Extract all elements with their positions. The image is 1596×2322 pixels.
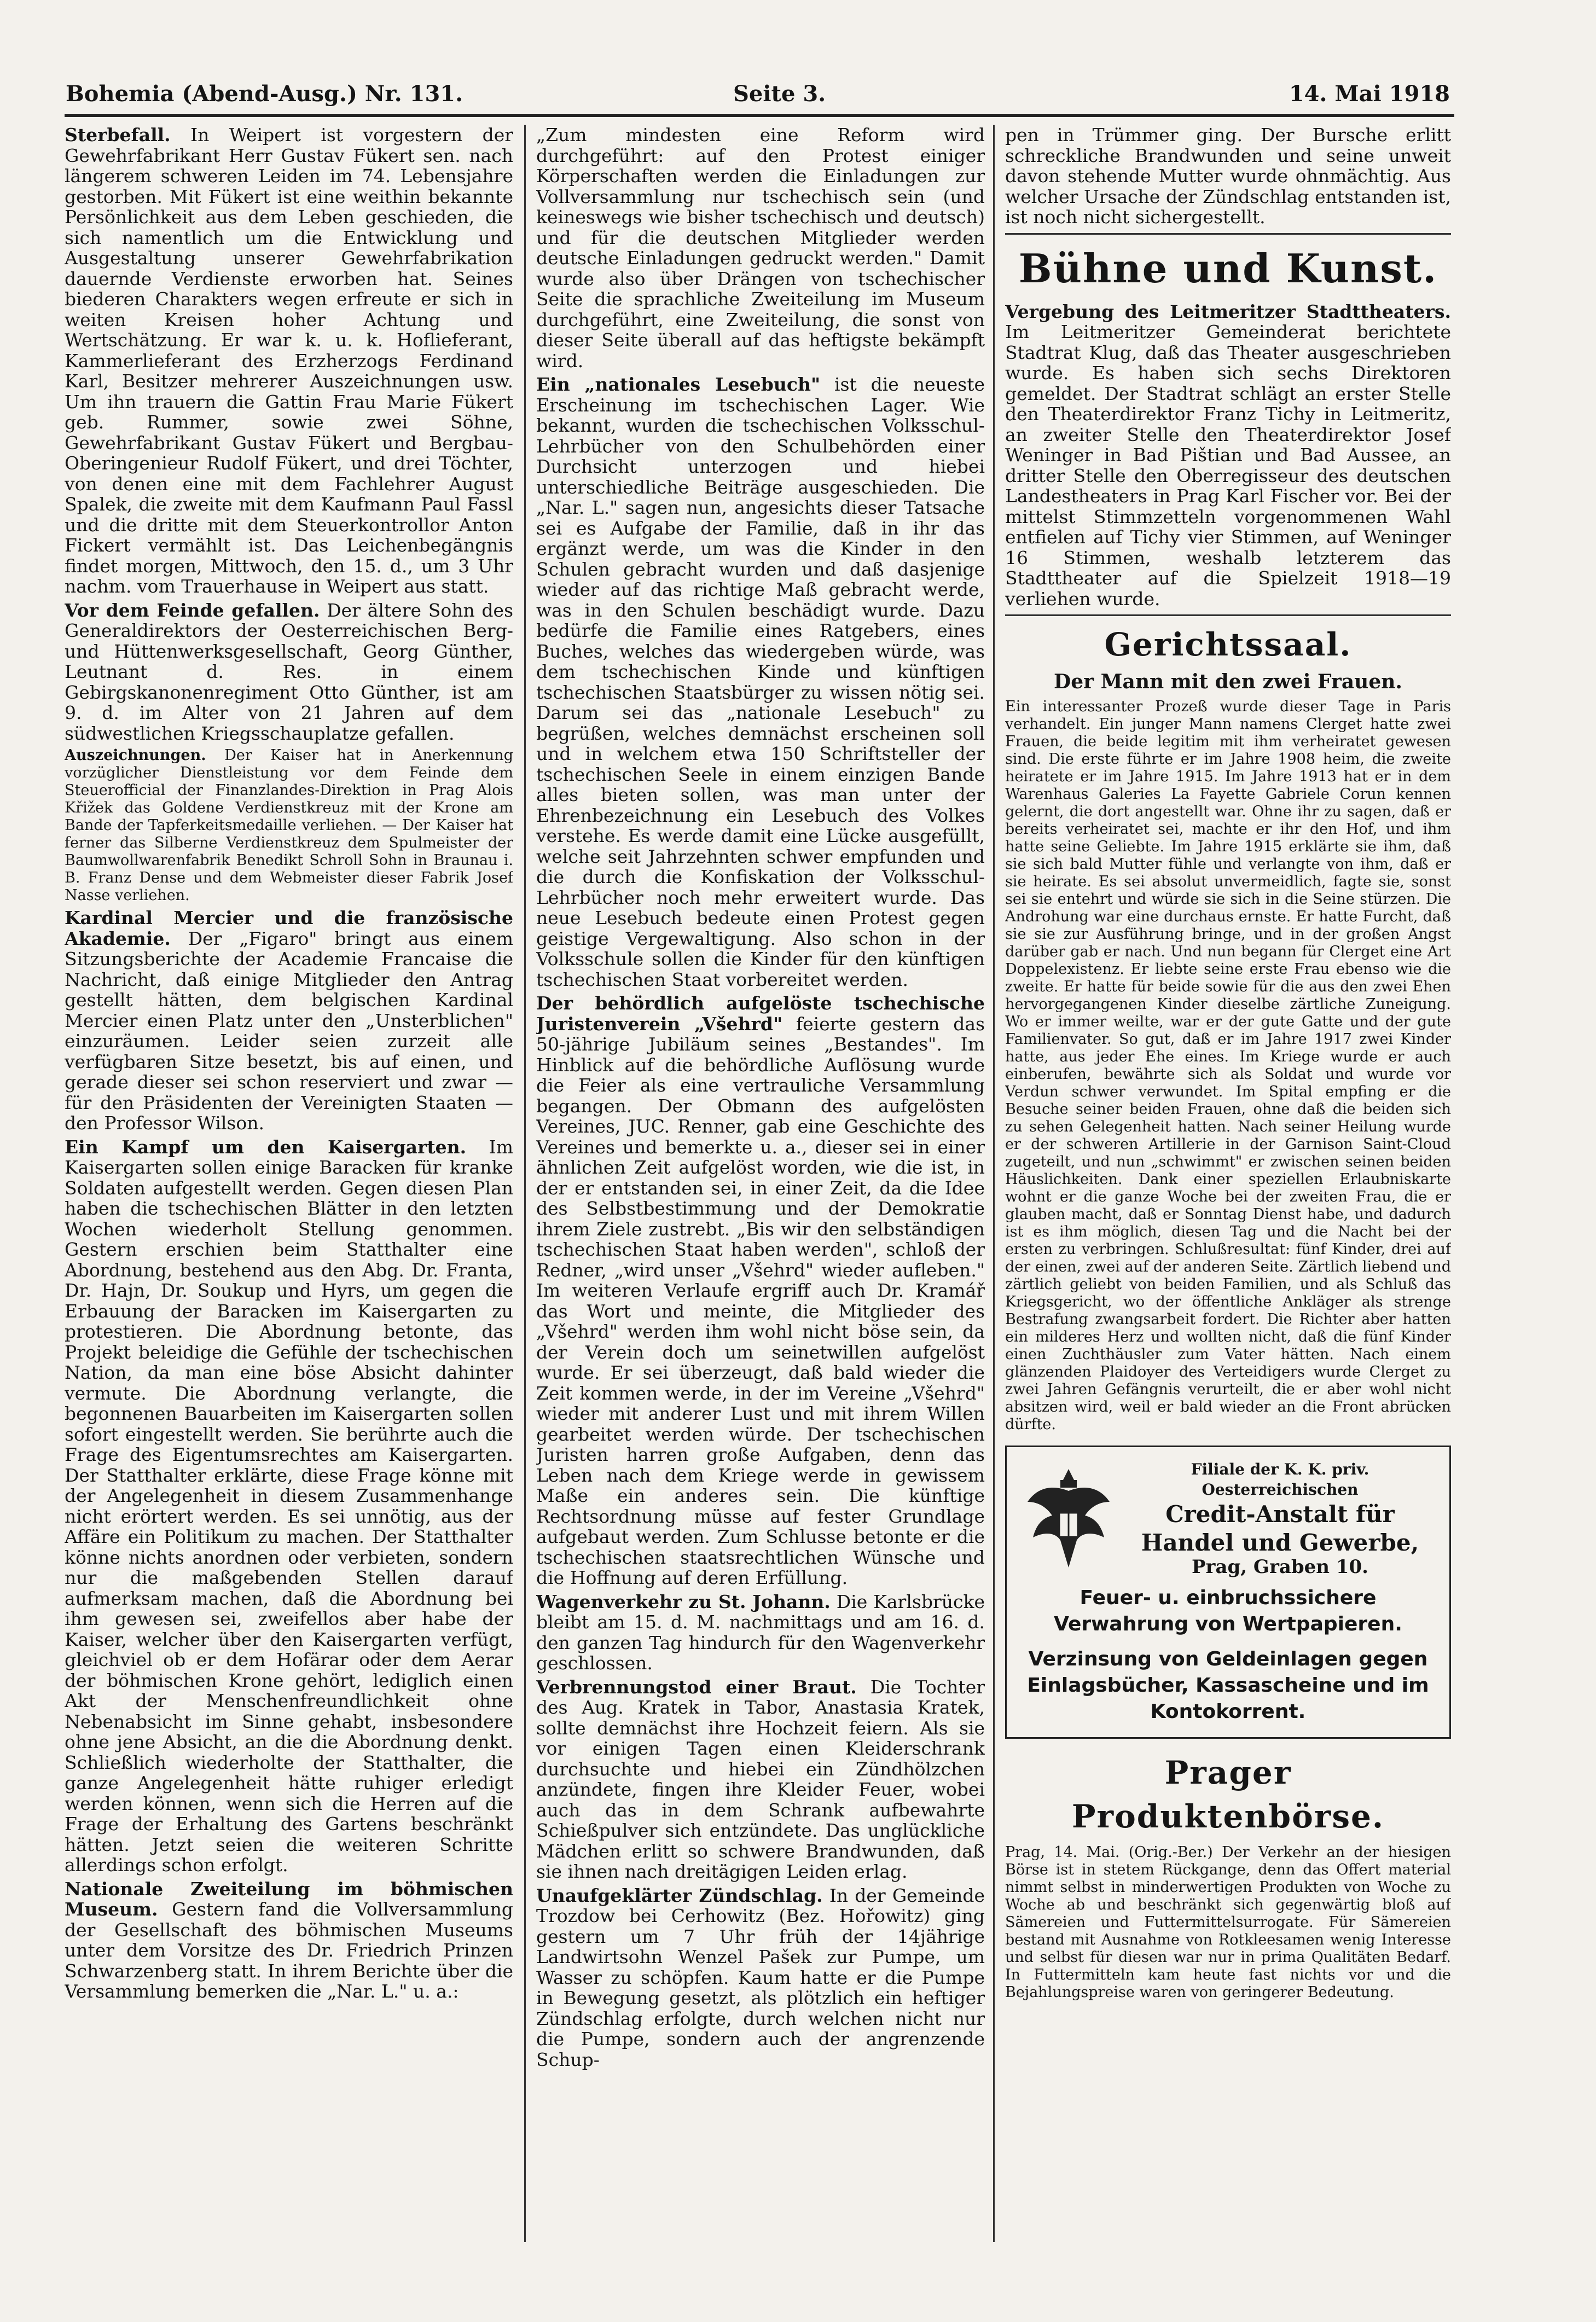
article	[536, 1677, 985, 1882]
article	[65, 747, 513, 904]
article-body: „Zum mindesten eine Reform wird durchgeführt: auf den Protest einiger Körperschaften werden die Einladungen zur Vollversammlung nur tschechisch sein (und keineswegs wie bisher tschechisch und deutsch) und für die deutschen Mitglieder werden deutsche Einladungen gedruckt werden." Damit wurde also über Drängen von tschechischer Seite die sprachliche Zweiteilung im Museum durchgeführt, eine Zweiteilung, die sonst von dieser Seite überall auf das heftigste bekämpft wird.	[536, 125, 985, 371]
ad-bank-branch: Filiale der K. K. priv. Oesterreichischen	[1191, 1460, 1369, 1499]
column-rule	[993, 125, 995, 2242]
ad-service-safekeeping: Feuer- u. einbruchssichere Verwahrung von Wertpapieren.	[1054, 1587, 1402, 1635]
article-body: ist die neueste Erscheinung im tschechischen Lager. Wie bekannt, wurden die tschechischen Volksschul-Lehrbücher von den Schulbehörden einer Durchsicht unterzogen und hiebei unterschiedliche Beiträge ausgeschieden. Die „Nar. L." sagen nun, angesichts dieser Tatsache sei es Aufgabe der Familie, daß in ihr das ergänzt werde, um was die Kinder in den Schulen gebracht wurden und daß dasjenige wieder auf das richtige Maß gebracht werde, was in den Schulen beschädigt wurde. Dazu bedürfe die Familie eines Ratgebers, eines Buches, welches das wiedergeben würde, was dem tschechischen Kinde und künftigen tschechischen Staatsbürger zu wissen nötig sei. Darum sei das „nationale Lesebuch" zu begrüßen, welches demnächst erscheinen soll und in welchem etwa 150 Schriftsteller der tschechischen Seele in einem einzigen Bande alles bieten sollen, was man unter der Ehrenbezeichnung ein Lesebuch des Volkes verstehe. Es werde damit eine Lücke ausgefüllt, welche seit Jahrzehnten schwer empfunden und die durch die Konfiskation der Volksschul-Lehrbücher noch mehr erweitert wurde. Das neue Lesebuch bedeute einen Protest gegen geistige Vergewaltigung. Also schon in der Volksschule sollen die Kinder für den künftigen tschechischen Staat vorbereitet werden.	[536, 374, 985, 990]
section-heading-gerichtssaal: Gerichtssaal.	[1104, 626, 1352, 663]
article-headline: Ein „nationales Lesebuch"	[536, 374, 821, 395]
column-2	[536, 125, 985, 2259]
masthead-paper-issue: Bohemia (Abend-Ausg.) Nr. 131.	[66, 81, 463, 107]
article-headline: Auszeichnungen.	[65, 747, 206, 764]
article-body: Im Kaisergarten sollen einige Baracken für kranke Soldaten aufgestellt werden. Gegen diesen Plan haben die tschechischen Blätter in den letzten Wochen wiederholt Stellung genommen. Gestern erschien beim Statthalter eine Abordnung, bestehend aus den Abg. Dr. Franta, Dr. Hajn, Dr. Soukup und Hyrs, um gegen die Erbauung der Baracken im Kaisergarten zu protestieren. Die Abordnung betonte, das Projekt beleidige die Gefühle der tschechischen Nation, da man eine böse Absicht dahinter vermute. Die Abordnung verlangte, die begonnenen Bauarbeiten im Kaisergarten sollen sofort eingestellt werden. Sie berührte auch die Frage des Eigentumsrechtes am Kaisergarten. Der Statthalter erklärte, diese Frage könne mit der Angelegenheit in diesem Zusammenhange nicht erörtert werden. Es sei unnötig, aus der Affäre ein Politikum zu machen. Der Statthalter könne nichts anordnen oder verbieten, sondern nur die maßgebenden Stellen darauf aufmerksam machen, daß die Abordnung bei ihm gewesen sei, zweifellos aber habe der Kaiser, welcher über den Kaisergarten verfügt, gleichviel ob er dem Hofärar oder dem Aerar der böhmischen Krone gehört, lediglich einen Akt der Menschenfreundlichkeit ohne Nebenabsicht im Sinne gehabt, insbesondere ohne jene Absicht, an die die Abordnung denkt. Schließlich wiederholte der Statthalter, die ganze Angelegenheit hätte ruhiger erledigt werden können, wenn sich die Herren auf die Frage der Erhaltung des Gartens beschränkt hätten. Jetzt seien die weiteren Schritte allerdings schon erfolgt.	[65, 1136, 513, 1876]
article-body: Ein interessanter Prozeß wurde dieser Tage in Paris verhandelt. Ein junger Mann namens Clerget hatte zwei Frauen, die beide legitim mit ihm verheiratet gewesen sind. Die erste führte er im Jahre 1908 heim, die zweite heiratete er im Jahre 1915. Im Jahre 1913 hat er in dem Warenhaus Galeries La Fayette Gabriele Corun kennen gelernt, die dort angestellt war. Ohne ihr zu sagen, daß er bereits verheiratet sei, machte er ihr den Hof, und ihm hatte seine Geliebte. Im Jahre 1915 erklärte sie ihm, daß sie sich bald Mutter fühle und verlangte von ihm, daß er sie heirate. Es sei absolut unvermeidlich, fagte sie, sonst sei sie entehrt und würde sie sich in die Seine stürzen. Die Androhung war eine durchaus ernste. Er hatte Furcht, daß sie sie zur Ausführung bringe, und in der großen Angst darüber gab er nach. Und nun begann für Clerget eine Art Doppelexistenz. Er liebte seine erste Frau ebenso wie die zweite. Er hatte für beide sowie für die aus den zwei Ehen hervorgegangenen Kinder dieselbe zärtliche Zuneigung. Wo er immer weilte, war er der gute Gatte und der gute Familienvater. So gut, daß er im Jahre 1917 zwei Kinder hatte, aus jeder Ehe eines. Im Kriege wurde er auch einberufen, bewährte sich als Soldat und wurde vor Verdun schwer verwundet. Im Spital empfing er die Besuche seiner beiden Frauen, ohne daß die beiden sich zu sehen Gelegenheit hatten. Nach seiner Heilung wurde er der schweren Artillerie in der Garnison Saint-Cloud zugeteilt, und nun „schwimmt" er zwischen seinen beiden Häuslichkeiten. Dank einer speziellen Erlaubniskarte wohnt er die ganze Woche bei der zweiten Frau, die er glauben macht, daß er Sonntag Dienst habe, und dadurch ist es ihm möglich, diesen Tag und die Nacht bei der ersten zu verbringen. Schlußresultat: fünf Kinder, drei auf der einen, zwei auf der anderen Seite. Zärtlich liebend und zärtlich geliebt von beiden Familien, und als Schluß das Kriegsgericht, wo der öffentliche Ankläger als strenge Bestrafung zwangsarbeit fordert. Die Richter aber hatten ein milderes Herz und wollten nicht, daß die fünf Kinder einen Zuchthäusler zum Vater hätten. Nach einem glänzenden Plaidoyer des Verteidigers wurde Clerget zu zwei Jahren Gefängnis verurteilt, die er aber wohl nicht absitzen wird, weil er bald wieder an die Front abrücken dürfte.	[1005, 698, 1451, 1433]
article-body: Die Tochter des Aug. Kratek in Tabor, Anastasia Kratek, sollte demnächst ihre Hochzeit feiern. Als sie vor einigen Tagen einen Kleiderschrank durchsuchte und hiebei ein Zündhölzchen anzündete, fingen ihre Kleider Feuer, wobei auch das in dem Schrank aufbewahrte Schießpulver sich entzündete. Das unglückliche Mädchen erlitt so schwere Brandwunden, daß sie ihnen nach dreitägigen Leiden erlag.	[536, 1676, 985, 1882]
ad-service-interest: Verzinsung von Geldeinlagen gegen Einlagsbücher, Kassascheine und im Kontokorrent.	[1027, 1648, 1429, 1723]
article	[1005, 301, 1451, 609]
section-divider	[1005, 233, 1451, 235]
article	[65, 1879, 513, 2002]
section-heading-produktenboerse: Prager Produktenbörse.	[1071, 1754, 1385, 1835]
masthead-date: 14. Mai 1918	[1289, 81, 1450, 107]
article-headline: Vor dem Feinde gefallen.	[65, 599, 320, 621]
article-headline: Unaufgeklärter Zündschlag.	[536, 1884, 823, 1906]
article	[65, 125, 513, 597]
ad-bank-address: Prag, Graben 10.	[1191, 1555, 1369, 1578]
article	[536, 125, 985, 371]
article-headline: Wagenverkehr zu St. Johann.	[536, 1590, 831, 1612]
column-rule	[524, 125, 526, 2242]
article-body: Der Kaiser hat in Anerkennung vorzüglicher Dienstleistung vor dem Feinde dem Steuerofficial der Finanzlandes-Direktion in Prag Alois Křižek das Goldene Verdienstkreuz mit der Krone am Bande der Tapferkeitsmedaille verliehen. — Der Kaiser hat ferner das Silberne Verdienstkreuz dem Spulmeister der Baumwollwarenfabrik Benedikt Schroll Sohn in Braunau i. B. Franz Dense und dem Webmeister dieser Fabrik Josef Nasse verliehen.	[65, 747, 513, 904]
article-headline: Der behördlich aufgelöste tschechische Juristenverein „Všehrd"	[536, 992, 985, 1035]
article-headline: Sterbefall.	[65, 125, 171, 146]
article-headline: Vergebung des Leitmeritzer Stadttheaters.	[1005, 300, 1451, 322]
section-heading-buehne: Bühne und Kunst.	[1018, 245, 1438, 292]
masthead	[66, 81, 1450, 114]
double-eagle-emblem-icon	[1022, 1464, 1115, 1573]
ad-bank-name: Credit-Anstalt für Handel und Gewerbe,	[1141, 1500, 1419, 1556]
article-body: In Weipert ist vorgestern der Gewehrfabrikant Herr Gustav Fükert sen. nach längerem schweren Leiden im 74. Lebensjahre gestorben. Mit Fükert ist eine weithin bekannte Persönlichkeit aus dem Leben geschieden, die sich namentlich um die Entwicklung und Ausgestaltung unserer Gewehrfabrikation dauernde Verdienste erworben hat. Seines biederen Charakters wegen erfreute er sich in weiten Kreisen hoher Achtung und Wertschätzung. Er war k. u. k. Hoflieferant, Kammerlieferant des Erzherzogs Ferdinand Karl, Besitzer mehrerer Auszeichnungen usw. Um ihn trauern die Gattin Frau Marie Fükert geb. Rummer, sowie zwei Söhne, Gewehrfabrikant Gustav Fükert und Bergbau-Oberingenieur Rudolf Fükert, und drei Töchter, von denen eine mit dem Fachlehrer August Spalek, die zweite mit dem Kaufmann Paul Fassl und die dritte mit dem Steuerkontrollor Anton Fickert vermählt ist. Das Leichenbegängnis findet morgen, Mittwoch, den 15. d., um 3 Uhr nachm. vom Trauerhause in Weipert aus statt.	[65, 125, 513, 597]
article	[536, 1592, 985, 1674]
article-headline: Nationale Zweiteilung im böhmischen Museum.	[65, 1878, 513, 1920]
masthead-rule	[65, 114, 1454, 117]
article-body: feierte gestern das 50-jährige Jubiläum seines „Bestandes". Im Hinblick auf die behördliche Auflösung wurde die Feier als eine vertrauliche Versammlung begangen. Der Obmann des aufgelösten Vereines, JUC. Renner, gab eine Geschichte des Vereines und bemerkte u. a., dieser sei in einer ähnlichen Zeit aufgelöst worden, wie die ist, in der er entstanden sei, in einer Zeit, da die Idee des Selbstbestimmung und der Demokratie ihrem Ziele zustrebt. „Bis wir den selbständigen tschechischen Staat haben werden", schloß der Redner, „wird unser „Všehrd" wieder aufleben." Im weiteren Verlaufe ergriff auch Dr. Kramář das Wort und meinte, die Mitglieder des „Všehrd" werden ihm wohl nicht böse sein, da der Verein doch um seinetwillen aufgelöst wurde. Er sei überzeugt, daß bald wieder die Zeit kommen werde, in der im Vereine „Všehrd" wieder mit anderer Lust und mit ihrem Willen gearbeitet werden würde. Der tschechischen Juristen harren große Aufgaben, denn das Leben nach dem Kriege werde in gewissem Maße ein anderes sein. Die künftige Rechtsordnung müsse auf fester Grundlage aufgebaut werden. Zum Schlusse betonte er die tschechischen staatsrechtlichen Wünsche und die Hoffnung auf deren Erfüllung.	[536, 1013, 985, 1588]
article	[65, 600, 513, 744]
article	[536, 374, 985, 990]
article-body: Gestern fand die Vollversammlung der Gesellschaft des böhmischen Museums unter dem Vorsitze des Dr. Friedrich Prinzen Schwarzenberg statt. In ihrem Berichte über die Versammlung bemerken die „Nar. L." u. a.:	[65, 1899, 513, 2002]
article-headline: Ein Kampf um den Kaisergarten.	[65, 1136, 467, 1158]
article-headline: Kardinal Mercier und die französische Akademie.	[65, 907, 513, 949]
article	[65, 908, 513, 1134]
article-body: Die Karlsbrücke bleibt am 15. d. M. nachmittags und am 16. d. den ganzen Tag hindurch für den Wagenverkehr geschlossen.	[536, 1590, 985, 1674]
article-body: Der ältere Sohn des Generaldirektors der Oesterreichischen Berg- und Hüttenwerksgesellschaft, Georg Günther, Leutnant d. Res. in einem Gebirgskanonenregiment Otto Günther, ist am 9. d. im Alter von 21 Jahren auf dem südwestlichen Kriegsschauplatze gefallen.	[65, 599, 513, 744]
article	[536, 1885, 985, 2070]
article-headline: Verbrennungstod einer Braut.	[536, 1676, 857, 1698]
article-body: Der „Figaro" bringt aus einem Sitzungsberichte der Academie Francaise die Nachricht, daß einige Mitglieder den Antrag gestellt hätten, dem belgischen Kardinal Mercier einen Platz unter den „Unsterblichen" einzuräumen. Leider seien zurzeit alle verfügbaren Sitze besetzt, bis auf einen, und gerade dieser sei schon reserviert und zwar — für den Präsidenten der Vereinigten Staaten — den Professor Wilson.	[65, 927, 513, 1134]
article-body: Im Leitmeritzer Gemeinderat berichtete Stadtrat Klug, daß das Theater ausgeschrieben wurde. Es haben sich sechs Direktoren gemeldet. Der Stadtrat schlägt an erster Stelle den Theaterdirektor Franz Tichy in Leitmeritz, an zweiter Stelle den Theaterdirektor Josef Weninger in Bad Pištian und Bad Aussee, an dritter Stelle den Oberregisseur des deutschen Landestheaters in Prag Karl Fischer vor. Bei der mittelst Stimmzetteln vorgenommenen Wahl entfielen auf Tichy vier Stimmen, auf Weninger 16 Stimmen, weshalb letzterem das Stadttheater auf die Spielzeit 1918—19 verliehen wurde.	[1005, 321, 1451, 609]
article	[65, 1137, 513, 1876]
column-3	[1005, 125, 1451, 2259]
masthead-page-number: Seite 3.	[733, 81, 826, 107]
article-body: In der Gemeinde Trozdow bei Cerhowitz (Bez. Hořowitz) ging gestern um 7 Uhr früh der 14jährige Landwirtsohn Wenzel Pašek zur Pumpe, um Wasser zu schöpfen. Kaum hatte er die Pumpe in Bewegung gesetzt, als plötzlich ein heftiger Zündschlag erfolgte, durch welchen nicht nur die Pumpe, sondern auch der angrenzende Schup-	[536, 1884, 985, 2070]
article-headline: Der Mann mit den zwei Frauen.	[1054, 670, 1402, 693]
bank-advertisement	[1005, 1446, 1451, 1739]
article-continuation: pen in Trümmer ging. Der Bursche erlitt schreckliche Brandwunden und seine unweit davon stehende Mutter wurde ohnmächtig. Aus welcher Ursache der Zündschlag entstanden ist, ist noch nicht sichergestellt.	[1005, 125, 1451, 228]
section-divider	[1005, 614, 1451, 616]
article	[536, 993, 985, 1588]
column-1	[65, 125, 513, 2259]
article-body: Prag, 14. Mai. (Orig.-Ber.) Der Verkehr an der hiesigen Börse ist in stetem Rückgange, denn das Offert material nimmt selbst in minderwertigen Produkten von Woche zu Woche ab und beschränkt sich gegenwärtig bloß auf Sämereien und Futtermittelsurrogate. Für Sämereien bestand mit Ausnahme von Rotkleesamen wenig Interesse und selbst für diesen war nur in prima Qualitäten Bedarf. In Futtermitteln kam heute fast nichts vor und die Bejahlungspreise waren von geringerer Bedeutung.	[1005, 1844, 1451, 2001]
